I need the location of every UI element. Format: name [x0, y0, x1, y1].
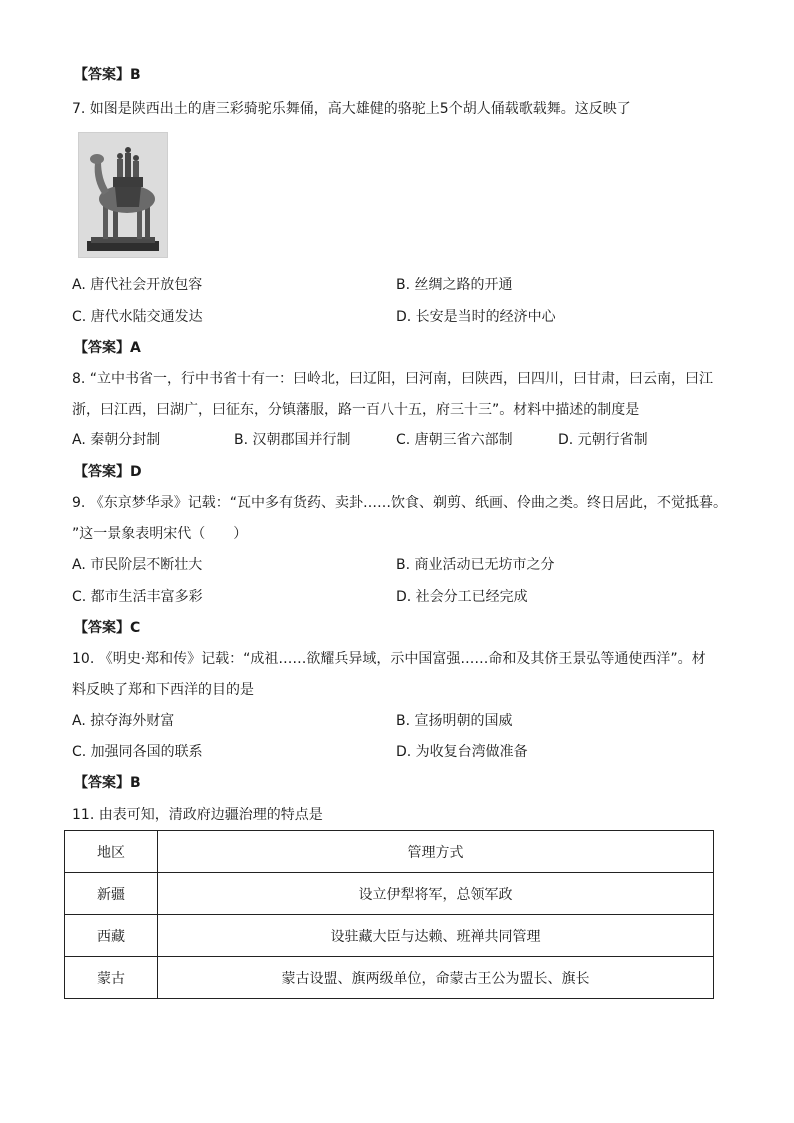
- answer-q8: 【答案】D: [74, 464, 142, 480]
- question-10-stem-line1: 10. 《明史·郑和传》记载：“成祖……欲耀兵异域，示中国富强……命和及其侪王景弘等通使西洋”。材: [72, 651, 706, 667]
- table-cell-method: 设立伊犁将军，总领军政: [158, 873, 714, 915]
- frontier-governance-table: [64, 830, 714, 999]
- answer-q6: 【答案】B: [74, 67, 141, 83]
- table-header-method: 管理方式: [158, 831, 714, 873]
- table-cell-region: 西藏: [65, 915, 158, 957]
- question-7-stem: 7. 如图是陕西出土的唐三彩骑驼乐舞俑，高大雄健的骆驼上5个胡人俑载歌载舞。这反映了: [72, 101, 631, 117]
- q9-option-b: B. 商业活动已无坊市之分: [396, 557, 555, 573]
- q8-option-c: C. 唐朝三省六部制: [396, 432, 513, 448]
- table-row: [65, 915, 714, 957]
- question-9-stem-line2: ”这一景象表明宋代（ ）: [72, 526, 248, 542]
- q10-option-b: B. 宣扬明朝的国威: [396, 713, 513, 729]
- q7-option-b: B. 丝绸之路的开通: [396, 277, 513, 293]
- q9-option-d: D. 社会分工已经完成: [396, 589, 528, 605]
- question-11-stem: 11. 由表可知，清政府边疆治理的特点是: [72, 807, 323, 823]
- table-header-region: 地区: [65, 831, 158, 873]
- tang-sancai-camel-figurine-image: [78, 132, 168, 258]
- q9-option-c: C. 都市生活丰富多彩: [72, 589, 203, 605]
- table-cell-method: 设驻藏大臣与达赖、班禅共同管理: [158, 915, 714, 957]
- table-header-row: [65, 831, 714, 873]
- question-9-stem-line1: 9. 《东京梦华录》记载：“瓦中多有货药、卖卦……饮食、剃剪、纸画、伶曲之类。终日居此，不觉抵暮。: [72, 495, 728, 511]
- table-cell-method: 蒙古设盟、旗两级单位，命蒙古王公为盟长、旗长: [158, 957, 714, 999]
- question-10-stem-line2: 料反映了郑和下西洋的目的是: [72, 682, 254, 698]
- q7-option-c: C. 唐代水陆交通发达: [72, 309, 203, 325]
- table-row: [65, 873, 714, 915]
- answer-q10: 【答案】B: [74, 775, 141, 791]
- table-cell-region: 蒙古: [65, 957, 158, 999]
- question-8-stem-line1: 8. “立中书省一，行中书省十有一：曰岭北，曰辽阳，曰河南，曰陕西，曰四川，曰甘肃，曰云南，曰江: [72, 371, 714, 387]
- camel-figurine-illustration: [79, 133, 167, 257]
- q10-option-a: A. 掠夺海外财富: [72, 713, 175, 729]
- answer-q7: 【答案】A: [74, 340, 141, 356]
- q10-option-c: C. 加强同各国的联系: [72, 744, 203, 760]
- q8-option-d: D. 元朝行省制: [558, 432, 648, 448]
- q7-option-a: A. 唐代社会开放包容: [72, 277, 203, 293]
- q8-option-b: B. 汉朝郡国并行制: [234, 432, 351, 448]
- table-cell-region: 新疆: [65, 873, 158, 915]
- answer-q9: 【答案】C: [74, 620, 141, 636]
- table-row: [65, 957, 714, 999]
- q7-option-d: D. 长安是当时的经济中心: [396, 309, 556, 325]
- question-8-stem-line2: 浙，曰江西，曰湖广，曰征东，分镇藩服，路一百八十五，府三十三”。材料中描述的制度是: [72, 402, 640, 418]
- q9-option-a: A. 市民阶层不断壮大: [72, 557, 203, 573]
- q8-option-a: A. 秦朝分封制: [72, 432, 161, 448]
- q10-option-d: D. 为收复台湾做准备: [396, 744, 528, 760]
